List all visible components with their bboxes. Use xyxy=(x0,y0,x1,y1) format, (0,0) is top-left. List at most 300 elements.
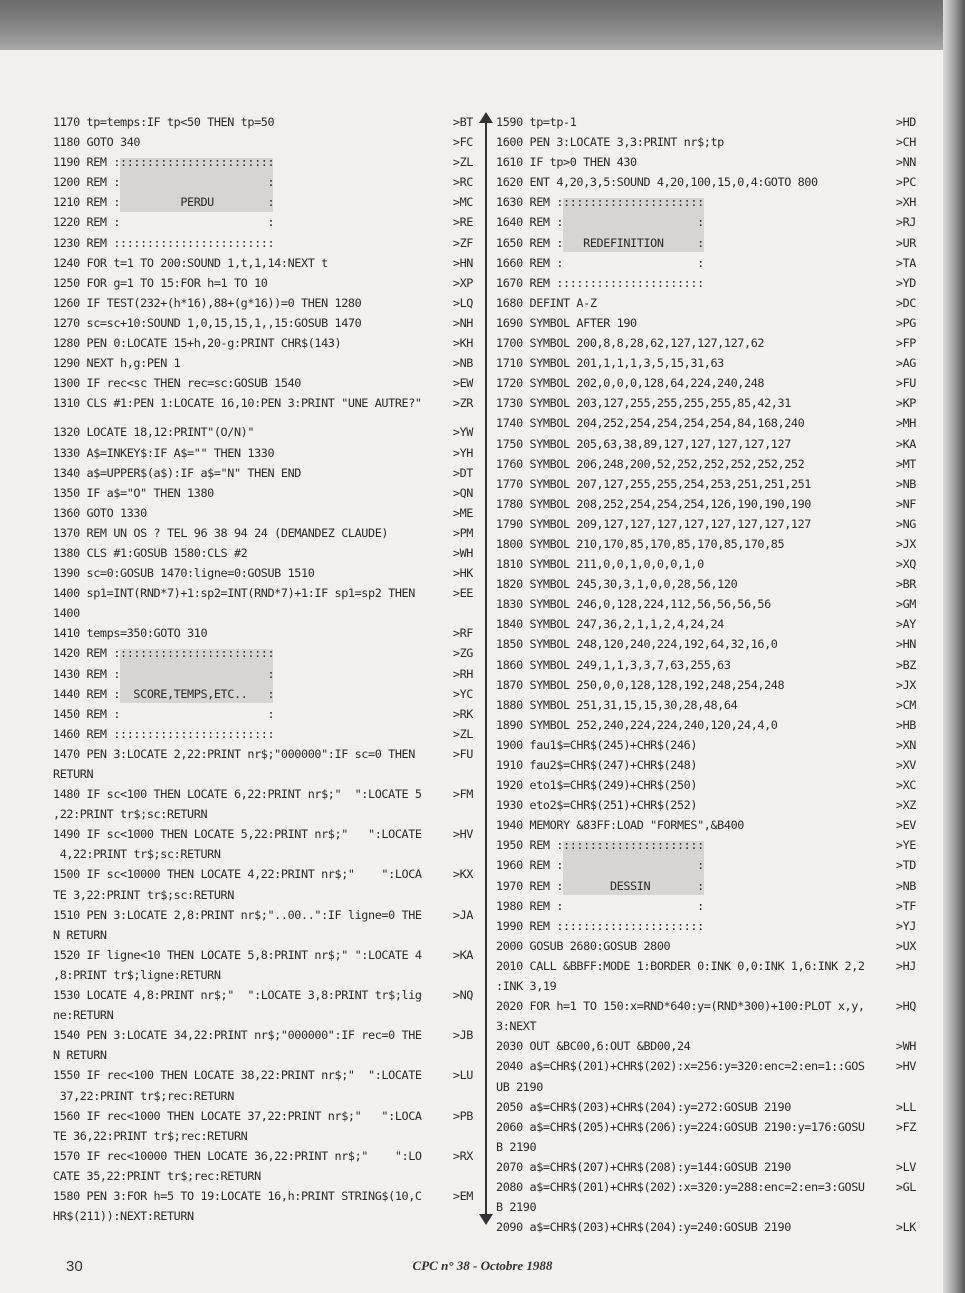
code-text: 37,22:PRINT tr$;rec:RETURN xyxy=(53,1088,234,1103)
top-shadow-band xyxy=(0,0,965,50)
code-text: 1410 temps=350:GOTO 310 xyxy=(53,626,208,641)
listing-lines xyxy=(53,112,473,152)
checksum-code: >TD xyxy=(895,858,916,873)
code-line xyxy=(496,273,916,293)
code-text: 2010 CALL &BBFF:MODE 1:BORDER 0:INK 0,0:INK 1,6:INK 2,2 xyxy=(496,958,865,973)
page-number: 30 xyxy=(66,1258,83,1275)
code-line xyxy=(496,735,916,755)
code-line xyxy=(496,413,916,433)
checksum-code: >KX xyxy=(452,867,473,882)
code-text: 1300 IF rec<sc THEN rec=sc:GOSUB 1540 xyxy=(53,376,301,391)
code-line xyxy=(53,1045,473,1065)
code-text: 1850 SYMBOL 248,120,240,224,192,64,32,16,0 xyxy=(496,637,778,652)
checksum-code: >WH xyxy=(895,1039,916,1054)
checksum-code: >ZR xyxy=(452,396,473,411)
code-text: 4,22:PRINT tr$;sc:RETURN xyxy=(53,847,221,862)
code-line xyxy=(53,704,473,724)
code-text: 1620 ENT 4,20,3,5:SOUND 4,20,100,15,0,4:GOTO 800 xyxy=(496,175,818,190)
code-line xyxy=(496,916,916,936)
listing-lines xyxy=(496,835,916,935)
code-text: 1480 IF sc<100 THEN LOCATE 6,22:PRINT nr$;" ":LOCATE 5 xyxy=(53,787,422,802)
checksum-code: >NN xyxy=(895,155,916,170)
code-line xyxy=(496,434,916,454)
code-text: 2030 OUT &BC00,6:OUT &BD00,24 xyxy=(496,1039,691,1054)
code-text: 1600 PEN 3:LOCATE 3,3:PRINT nr$;tp xyxy=(496,135,724,150)
code-text: 1870 SYMBOL 250,0,0,128,128,192,248,254,248 xyxy=(496,677,785,692)
checksum-code: >EM xyxy=(452,1188,473,1203)
code-line xyxy=(53,1065,473,1085)
checksum-code: >WH xyxy=(452,545,473,560)
checksum-code: >YH xyxy=(452,445,473,460)
page-edge-shadow xyxy=(943,0,965,1293)
code-line xyxy=(53,643,473,663)
checksum-code: >XV xyxy=(895,758,916,772)
code-line xyxy=(496,1117,916,1137)
code-text: 1390 sc=0:GOSUB 1470:ligne=0:GOSUB 1510 xyxy=(53,566,315,581)
code-text: 1180 GOTO 340 xyxy=(53,135,141,150)
code-line xyxy=(53,463,473,483)
code-text: 1220 REM : : xyxy=(53,215,275,230)
code-line xyxy=(53,523,473,543)
code-line xyxy=(496,494,916,514)
code-text: ,8:PRINT tr$;ligne:RETURN xyxy=(53,967,221,982)
code-line xyxy=(53,1086,473,1106)
code-line xyxy=(496,936,916,956)
checksum-code: >XP xyxy=(452,275,473,290)
checksum-code: >NG xyxy=(895,516,916,531)
checksum-code: >RK xyxy=(452,706,473,721)
code-text: 1610 IF tp>0 THEN 430 xyxy=(496,155,637,170)
code-line xyxy=(496,373,916,393)
listing-column-right xyxy=(496,112,916,1237)
checksum-code: >NB xyxy=(895,878,916,893)
checksum-code: >KA xyxy=(452,947,473,962)
code-text: 1880 SYMBOL 251,31,15,15,30,28,48,64 xyxy=(496,697,738,712)
checksum-code: >RC xyxy=(452,175,473,190)
code-line xyxy=(496,675,916,695)
checksum-code: >MH xyxy=(895,416,916,431)
column-divider xyxy=(485,122,487,1216)
rem-box-score xyxy=(53,643,473,743)
code-text: 1920 eto1$=CHR$(249)+CHR$(250) xyxy=(496,778,698,793)
code-text: 1820 SYMBOL 245,30,3,1,0,0,28,56,120 xyxy=(496,577,738,592)
code-text: B 2190 xyxy=(496,1200,537,1215)
checksum-code: >AY xyxy=(895,617,916,632)
checksum-code: >RH xyxy=(452,666,473,681)
code-line xyxy=(53,152,473,172)
listing-lines xyxy=(496,293,916,836)
code-text: 2080 a$=CHR$(201)+CHR$(202):x=320:y=288:enc=2:en=3:GOSU xyxy=(496,1179,865,1194)
checksum-code: >EV xyxy=(895,818,916,833)
checksum-code: >JA xyxy=(452,907,473,922)
code-text: 1940 MEMORY &83FF:LOAD "FORMES",&B400 xyxy=(496,818,744,833)
code-text: ,22:PRINT tr$;sc:RETURN xyxy=(53,807,208,822)
code-line xyxy=(496,474,916,494)
listing-lines xyxy=(53,152,473,252)
checksum-code: >HV xyxy=(452,827,473,842)
code-text: 2060 a$=CHR$(205)+CHR$(206):y=224:GOSUB 2190:y=176:GOSU xyxy=(496,1119,865,1134)
code-text: 1420 REM :::::::::::::::::::::::: xyxy=(53,646,275,661)
listing-lines xyxy=(496,192,916,292)
checksum-code: >YC xyxy=(452,686,473,701)
code-text: 1810 SYMBOL 211,0,0,1,0,0,0,1,0 xyxy=(496,557,704,572)
code-text: 1430 REM : : xyxy=(53,666,275,681)
code-text: 1960 REM : : xyxy=(496,858,704,873)
checksum-code: >HB xyxy=(895,717,916,732)
code-line xyxy=(496,172,916,192)
code-line xyxy=(53,864,473,884)
code-line xyxy=(53,212,473,232)
arrow-down-icon xyxy=(479,1214,493,1225)
code-text: 1310 CLS #1:PEN 1:LOCATE 16,10:PEN 3:PRINT "UNE AUTRE?" xyxy=(53,396,422,411)
code-line xyxy=(496,1217,916,1237)
checksum-code: >GM xyxy=(895,597,916,612)
checksum-code: >YE xyxy=(895,838,916,853)
code-line xyxy=(53,925,473,945)
code-line xyxy=(496,313,916,333)
code-line xyxy=(53,603,473,623)
checksum-code: >RE xyxy=(452,215,473,230)
code-text: 1200 REM : : xyxy=(53,175,275,190)
checksum-code: >XN xyxy=(895,737,916,752)
code-text: 1930 eto2$=CHR$(251)+CHR$(252) xyxy=(496,798,698,813)
code-line xyxy=(53,744,473,764)
code-text: 1240 FOR t=1 TO 200:SOUND 1,t,1,14:NEXT t xyxy=(53,255,328,270)
code-text: 1280 PEN 0:LOCATE 15+h,20-g:PRINT CHR$(143) xyxy=(53,336,342,351)
checksum-code: >CH xyxy=(895,135,916,150)
rem-box-redefinition xyxy=(496,192,916,292)
checksum-code: >XZ xyxy=(895,798,916,813)
code-line xyxy=(53,804,473,824)
code-line xyxy=(496,112,916,132)
code-text: 1790 SYMBOL 209,127,127,127,127,127,127,127,127 xyxy=(496,516,812,531)
checksum-code: >YW xyxy=(452,425,473,440)
code-line xyxy=(496,132,916,152)
code-line xyxy=(496,1097,916,1117)
code-line xyxy=(496,896,916,916)
code-line xyxy=(496,855,916,875)
checksum-code: >RF xyxy=(452,626,473,641)
checksum-code: >ME xyxy=(452,505,473,520)
code-line xyxy=(53,1025,473,1045)
code-text: N RETURN xyxy=(53,927,107,942)
code-text: 1230 REM :::::::::::::::::::::::: xyxy=(53,235,275,250)
code-line xyxy=(53,664,473,684)
code-line xyxy=(53,313,473,333)
code-line xyxy=(53,172,473,192)
checksum-code: >FZ xyxy=(895,1119,916,1134)
code-text: 1860 SYMBOL 249,1,1,3,3,7,63,255,63 xyxy=(496,657,731,672)
code-text: 1490 IF sc<1000 THEN LOCATE 5,22:PRINT nr$;" ":LOCATE xyxy=(53,827,422,842)
code-line xyxy=(496,956,916,976)
code-text: 1680 DEFINT A-Z xyxy=(496,295,597,310)
code-line xyxy=(496,333,916,353)
code-line xyxy=(496,815,916,835)
code-line xyxy=(496,393,916,413)
code-line xyxy=(53,784,473,804)
code-text: 1970 REM : DESSIN : xyxy=(496,878,704,893)
code-line xyxy=(53,1005,473,1025)
code-text: 1560 IF rec<1000 THEN LOCATE 37,22:PRINT nr$;" ":LOCA xyxy=(53,1108,422,1123)
code-text: 1320 LOCATE 18,12:PRINT"(O/N)" xyxy=(53,425,255,440)
code-line xyxy=(53,192,473,212)
code-text: 2020 FOR h=1 TO 150:x=RND*640:y=(RND*300)+100:PLOT x,y, xyxy=(496,999,865,1014)
code-text: 1830 SYMBOL 246,0,128,224,112,56,56,56,56 xyxy=(496,597,771,612)
code-text: 1780 SYMBOL 208,252,254,254,254,126,190,190,190 xyxy=(496,496,812,511)
code-line xyxy=(496,233,916,253)
code-line xyxy=(53,1126,473,1146)
code-text: 1840 SYMBOL 247,36,2,1,1,2,4,24,24 xyxy=(496,617,724,632)
checksum-code: >BR xyxy=(895,577,916,592)
checksum-code: >XC xyxy=(895,778,916,793)
code-line xyxy=(53,132,473,152)
checksum-code: >NB xyxy=(895,476,916,491)
code-text: 1720 SYMBOL 202,0,0,0,128,64,224,240,248 xyxy=(496,376,765,391)
code-text: 1690 SYMBOL AFTER 190 xyxy=(496,315,637,330)
code-line xyxy=(53,583,473,603)
checksum-code: >EE xyxy=(452,586,473,601)
checksum-code: >LL xyxy=(895,1099,916,1114)
code-text: 1990 REM :::::::::::::::::::::: xyxy=(496,918,704,933)
code-line xyxy=(496,1016,916,1036)
code-line xyxy=(53,1206,473,1226)
code-text: CATE 35,22:PRINT tr$;rec:RETURN xyxy=(53,1168,261,1183)
listing-lines xyxy=(496,112,916,192)
code-text: 1700 SYMBOL 200,8,8,28,62,127,127,127,62 xyxy=(496,336,765,351)
code-line xyxy=(53,623,473,643)
listing-lines xyxy=(53,744,473,1226)
checksum-code: >MT xyxy=(895,456,916,471)
code-line xyxy=(53,945,473,965)
code-text: 1360 GOTO 1330 xyxy=(53,505,147,520)
code-text: 1980 REM : : xyxy=(496,898,704,913)
code-text: 1450 REM : : xyxy=(53,706,275,721)
checksum-code: >UR xyxy=(895,235,916,250)
code-text: 1530 LOCATE 4,8:PRINT nr$;" ":LOCATE 3,8:PRINT tr$;lig xyxy=(53,988,422,1003)
rem-box-dessin xyxy=(496,835,916,935)
code-line xyxy=(53,844,473,864)
code-line xyxy=(496,695,916,715)
listing-lines xyxy=(53,643,473,743)
checksum-code: >FM xyxy=(452,787,473,802)
code-text: 1660 REM : : xyxy=(496,255,704,270)
checksum-code: >NH xyxy=(452,315,473,330)
code-line xyxy=(53,905,473,925)
code-line xyxy=(496,876,916,896)
code-line xyxy=(53,373,473,393)
checksum-code: >FU xyxy=(895,376,916,391)
code-text: 1670 REM :::::::::::::::::::::: xyxy=(496,275,704,290)
checksum-code: >NF xyxy=(895,496,916,511)
code-text: 1290 NEXT h,g:PEN 1 xyxy=(53,356,181,371)
code-line xyxy=(496,1056,916,1076)
checksum-code: >MC xyxy=(452,195,473,210)
code-text: 1750 SYMBOL 205,63,38,89,127,127,127,127,127 xyxy=(496,436,791,451)
code-text: 1590 tp=tp-1 xyxy=(496,115,577,129)
code-text: 1520 IF ligne<10 THEN LOCATE 5,8:PRINT nr$;" ":LOCATE 4 xyxy=(53,947,422,962)
checksum-code: >PG xyxy=(895,315,916,330)
code-line xyxy=(53,483,473,503)
checksum-code: >RX xyxy=(452,1148,473,1163)
checksum-code: >TF xyxy=(895,898,916,913)
code-line xyxy=(496,212,916,232)
code-text: HR$(211)):NEXT:RETURN xyxy=(53,1209,194,1224)
checksum-code: >HJ xyxy=(895,958,916,973)
code-line xyxy=(53,1186,473,1206)
code-line xyxy=(53,684,473,704)
code-line xyxy=(496,755,916,775)
code-text: TE 3,22:PRINT tr$;sc:RETURN xyxy=(53,887,234,902)
checksum-code: >HQ xyxy=(895,999,916,1014)
code-text: 1770 SYMBOL 207,127,255,255,254,253,251,251,251 xyxy=(496,476,812,491)
code-line xyxy=(53,764,473,784)
code-text: UB 2190 xyxy=(496,1079,543,1094)
checksum-code: >EW xyxy=(452,376,473,391)
checksum-code: >DT xyxy=(452,465,473,480)
code-line xyxy=(496,655,916,675)
code-text: N RETURN xyxy=(53,1048,107,1063)
code-text: 1470 PEN 3:LOCATE 2,22:PRINT nr$;"000000":IF sc=0 THEN xyxy=(53,746,415,761)
code-text: TE 36,22:PRINT tr$;rec:RETURN xyxy=(53,1128,248,1143)
code-text: 1170 tp=temps:IF tp<50 THEN tp=50 xyxy=(53,115,275,129)
code-line xyxy=(53,563,473,583)
code-line xyxy=(496,574,916,594)
magazine-footer: CPC n° 38 - Octobre 1988 xyxy=(412,1258,553,1273)
checksum-code: >JB xyxy=(452,1028,473,1043)
code-line xyxy=(53,965,473,985)
code-text: 1540 PEN 3:LOCATE 34,22:PRINT nr$;"000000":IF rec=0 THE xyxy=(53,1028,422,1043)
checksum-code: >XQ xyxy=(895,557,916,572)
code-line xyxy=(496,835,916,855)
checksum-code: >BZ xyxy=(895,657,916,672)
code-line xyxy=(53,885,473,905)
code-text: 1730 SYMBOL 203,127,255,255,255,255,85,42,31 xyxy=(496,396,791,411)
code-text: 1210 REM : PERDU : xyxy=(53,195,275,210)
code-text: 1570 IF rec<10000 THEN LOCATE 36,22:PRINT nr$;" ":LO xyxy=(53,1148,422,1163)
code-line xyxy=(53,1146,473,1166)
code-text: 2050 a$=CHR$(203)+CHR$(204):y=272:GOSUB 2190 xyxy=(496,1099,791,1114)
checksum-code: >LV xyxy=(895,1159,916,1174)
code-line xyxy=(496,293,916,313)
checksum-code: >ZL xyxy=(452,726,473,741)
checksum-code: >CM xyxy=(895,697,916,712)
code-line xyxy=(496,353,916,373)
code-text: 2000 GOSUB 2680:GOSUB 2800 xyxy=(496,938,671,953)
code-line xyxy=(496,192,916,212)
code-text: 1400 sp1=INT(RND*7)+1:sp2=INT(RND*7)+1:IF sp1=sp2 THEN xyxy=(53,586,415,601)
code-line xyxy=(496,534,916,554)
code-text: B 2190 xyxy=(496,1139,537,1154)
code-text: 1370 REM UN OS ? TEL 96 38 94 24 (DEMANDEZ CLAUDE) xyxy=(53,525,389,540)
code-text: 3:NEXT xyxy=(496,1019,537,1034)
checksum-code: >TA xyxy=(895,255,916,270)
code-text: 1330 A$=INKEY$:IF A$="" THEN 1330 xyxy=(53,445,275,460)
code-line xyxy=(496,1157,916,1177)
code-line xyxy=(53,253,473,273)
code-line xyxy=(496,514,916,534)
checksum-code: >KH xyxy=(452,336,473,351)
code-text: 1340 a$=UPPER$(a$):IF a$="N" THEN END xyxy=(53,465,301,480)
code-line xyxy=(496,253,916,273)
code-text: ne:RETURN xyxy=(53,1008,114,1023)
code-line xyxy=(53,353,473,373)
code-text: 1380 CLS #1:GOSUB 1580:CLS #2 xyxy=(53,545,248,560)
checksum-code: >HV xyxy=(895,1059,916,1074)
checksum-code: >JX xyxy=(895,677,916,692)
code-text: 1260 IF TEST(232+(h*16),88+(g*16))=0 THEN 1280 xyxy=(53,295,362,310)
rem-box-perdu xyxy=(53,152,473,252)
checksum-code: >LU xyxy=(452,1068,473,1083)
code-text: 1500 IF sc<10000 THEN LOCATE 4,22:PRINT nr$;" ":LOCA xyxy=(53,867,422,882)
code-text: RETURN xyxy=(53,767,94,781)
code-line xyxy=(53,824,473,844)
code-text: 1440 REM : SCORE,TEMPS,ETC.. : xyxy=(53,686,275,701)
code-text: 1900 fau1$=CHR$(245)+CHR$(246) xyxy=(496,737,698,752)
code-text: 1950 REM :::::::::::::::::::::: xyxy=(496,838,704,853)
code-line xyxy=(496,1036,916,1056)
code-text: 1640 REM : : xyxy=(496,215,704,230)
checksum-code: >HK xyxy=(452,566,473,581)
code-line xyxy=(53,233,473,253)
checksum-code: >ZG xyxy=(452,646,473,661)
code-line xyxy=(53,293,473,313)
listing-lines xyxy=(496,936,916,1237)
checksum-code: >NB xyxy=(452,356,473,371)
code-text: 1760 SYMBOL 206,248,200,52,252,252,252,252,252 xyxy=(496,456,805,471)
code-text: 1650 REM : REDEFINITION : xyxy=(496,235,704,250)
code-line xyxy=(53,1106,473,1126)
code-line xyxy=(496,152,916,172)
checksum-code: >FP xyxy=(895,336,916,351)
code-line xyxy=(496,795,916,815)
code-text: 1350 IF a$="O" THEN 1380 xyxy=(53,485,214,500)
code-line xyxy=(496,1077,916,1097)
code-line xyxy=(496,454,916,474)
checksum-code: >KP xyxy=(895,396,916,411)
checksum-code: >XH xyxy=(895,195,916,210)
code-line xyxy=(496,996,916,1016)
checksum-code: >RJ xyxy=(895,215,916,230)
code-text: 1800 SYMBOL 210,170,85,170,85,170,85,170,85 xyxy=(496,536,785,551)
code-line xyxy=(496,614,916,634)
code-line xyxy=(53,333,473,353)
checksum-code: >JX xyxy=(895,536,916,551)
code-text: 1630 REM :::::::::::::::::::::: xyxy=(496,195,704,210)
code-line xyxy=(53,724,473,744)
listing-lines xyxy=(53,253,473,644)
checksum-code: >HN xyxy=(452,255,473,270)
checksum-code: >PM xyxy=(452,525,473,540)
code-line xyxy=(53,503,473,523)
code-text: 2040 a$=CHR$(201)+CHR$(202):x=256:y=320:enc=2:en=1::GOS xyxy=(496,1059,865,1074)
code-text: 2070 a$=CHR$(207)+CHR$(208):y=144:GOSUB 2190 xyxy=(496,1159,791,1174)
code-line xyxy=(496,554,916,574)
code-text: 1400 xyxy=(53,606,80,621)
checksum-code: >FC xyxy=(452,135,473,150)
checksum-code: >YD xyxy=(895,275,916,290)
code-text: 2090 a$=CHR$(203)+CHR$(204):y=240:GOSUB 2190 xyxy=(496,1220,791,1235)
checksum-code: >HN xyxy=(895,637,916,652)
code-line xyxy=(496,715,916,735)
code-text: 1580 PEN 3:FOR h=5 TO 19:LOCATE 16,h:PRINT STRING$(10,C xyxy=(53,1188,422,1203)
code-line xyxy=(496,976,916,996)
checksum-code: >DC xyxy=(895,295,916,310)
code-line xyxy=(496,1197,916,1217)
listing-column-left xyxy=(53,112,473,1226)
code-line xyxy=(496,634,916,654)
code-text: 1270 sc=sc+10:SOUND 1,0,15,15,1,,15:GOSUB 1470 xyxy=(53,315,362,330)
checksum-code: >FU xyxy=(452,746,473,761)
